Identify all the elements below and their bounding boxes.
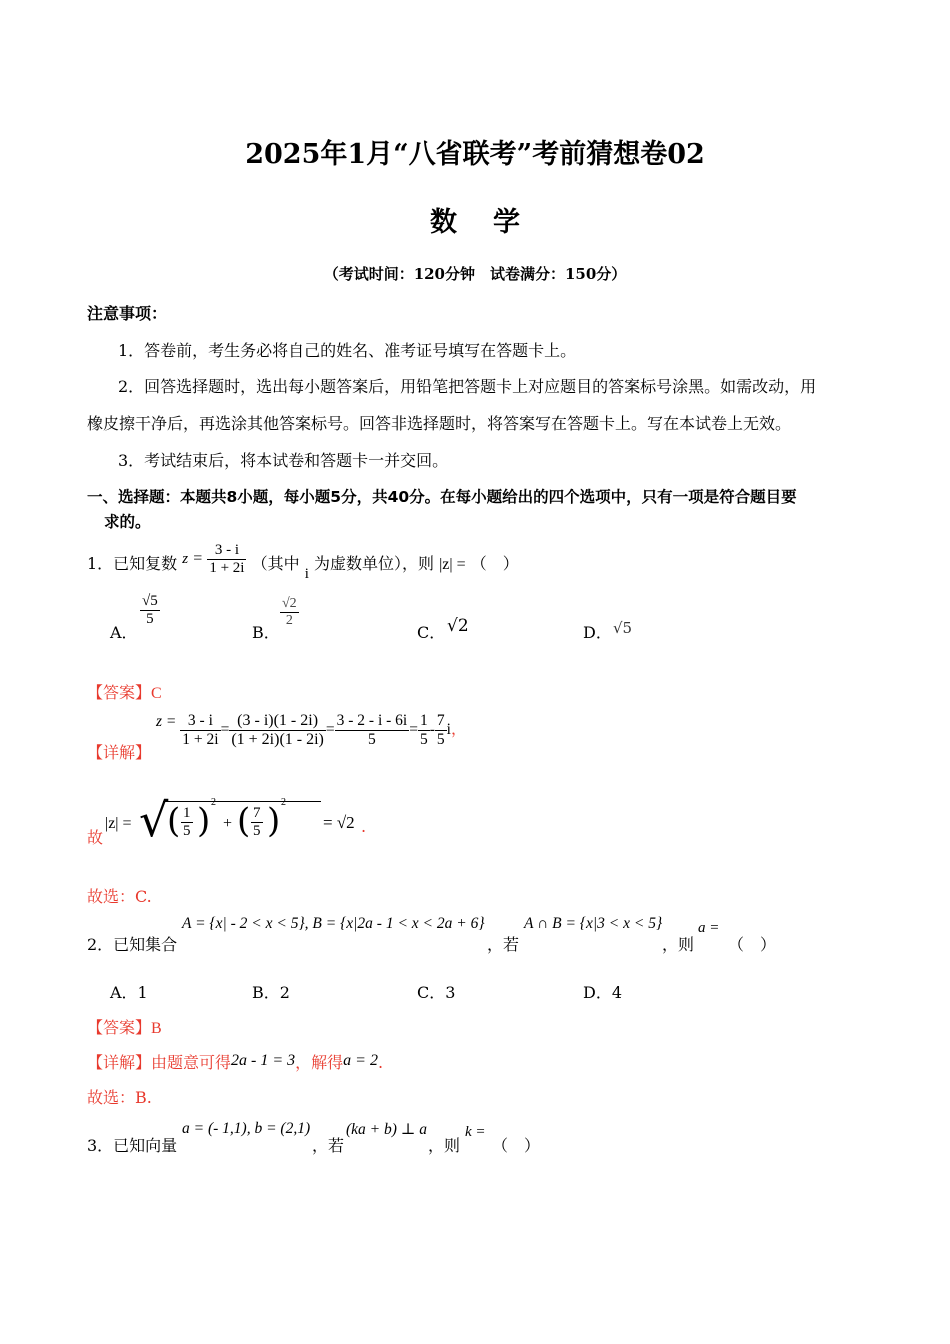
q1-modulus-abs: |z| = bbox=[105, 815, 132, 832]
q1-option-b-num: √2 bbox=[282, 596, 297, 611]
q1-modulus-period: . bbox=[361, 817, 367, 836]
q1-option-d-label: D． bbox=[583, 623, 612, 642]
q1-fraction bbox=[207, 542, 246, 577]
q1-detail-frac-4: $\frac{1}{5}$ bbox=[419, 712, 428, 748]
notice-item-2-line-1: 2．回答选择题时，选出每小题答案后，用铅笔把答题卡上对应题目的答案标号涂黑。如需改动，用 bbox=[118, 377, 817, 396]
q1-choose: 故选：C. bbox=[87, 887, 152, 906]
q1-paren-close-2: ) bbox=[267, 801, 281, 841]
q1-radical-icon: √ bbox=[139, 793, 169, 847]
q2-a-eq: a = bbox=[698, 920, 720, 936]
q1-option-b-label: B． bbox=[252, 623, 280, 642]
section-1-heading-line-2: 求的。 bbox=[104, 513, 151, 531]
q1-detail-z: z = bbox=[156, 713, 177, 731]
q2-detail-eq2: a = 2 bbox=[343, 1052, 378, 1069]
q2-option-a: A．1 bbox=[110, 983, 148, 1002]
section-1-heading-line-1: 一、选择题：本题共8小题，每小题5分，共40分。在每小题给出的四个选项中，只有一项是符合题目要 bbox=[87, 488, 797, 506]
q2-option-d: D．4 bbox=[583, 983, 623, 1002]
q1-mid2: 为虚数单位），则 bbox=[313, 554, 434, 573]
q2-answer-value: B bbox=[151, 1020, 162, 1037]
q2-answer bbox=[87, 1015, 162, 1038]
q2-detail bbox=[87, 1050, 383, 1073]
q1-modulus-result: = √2 bbox=[323, 813, 355, 832]
q2-paren: （ ） bbox=[728, 935, 777, 954]
q1-modulus bbox=[87, 795, 387, 855]
q1-z: z bbox=[182, 551, 189, 567]
q1-option-a-value bbox=[140, 593, 160, 628]
q1-fraction-num: 3 - i bbox=[207, 542, 246, 560]
q1-gu: 故 bbox=[87, 828, 104, 847]
q1-prefix: 1．已知复数 bbox=[87, 554, 178, 573]
q1-answer-label: 【答案】 bbox=[87, 683, 152, 702]
q1-detail-frac-2: $\frac{(3 - i)(1 - 2i)}{(1 + 2i)(1 - 2i)}$ bbox=[231, 712, 324, 748]
q3-perp: (ka + b) ⊥ a bbox=[346, 1121, 427, 1138]
q1-answer bbox=[87, 680, 162, 703]
q3-vectors: a = (- 1,1), b = (2,1) bbox=[182, 1120, 311, 1137]
q1-i: i bbox=[304, 566, 309, 582]
q1-detail-frac-1: $\frac{3 - i}{1 + 2i}$ bbox=[182, 712, 219, 748]
q1-detail-comma: ， bbox=[450, 721, 467, 739]
q1-sq-1: 2 bbox=[211, 797, 216, 808]
q1-detail bbox=[87, 710, 151, 760]
q1-detail-minus: - bbox=[429, 721, 435, 739]
q1-abs-z: |z| = bbox=[439, 556, 466, 573]
q3-ruo: ，若 bbox=[312, 1136, 345, 1155]
q1-answer-value: C bbox=[151, 685, 162, 702]
q1-modulus-frac-1: $\frac{1}{5}$ bbox=[183, 805, 191, 839]
q1-fraction-den: 1 + 2i bbox=[209, 560, 245, 576]
q1-paren-open-1: ( bbox=[167, 801, 181, 841]
q1-option-d-value: √5 bbox=[613, 619, 633, 637]
q2-answer-label: 【答案】 bbox=[87, 1018, 152, 1037]
q1-option-b-den: 2 bbox=[285, 613, 293, 628]
q2-ruo: ，若 bbox=[487, 935, 520, 954]
q1-option-a-den: 5 bbox=[146, 611, 154, 627]
q1-option-c-value: √2 bbox=[447, 616, 469, 636]
q1-detail-frac-5: $\frac{7}{5}$ bbox=[436, 712, 445, 748]
exam-meta: （考试时间：120分钟 试卷满分：150分） bbox=[323, 265, 627, 283]
question-1 bbox=[87, 532, 519, 582]
q1-detail-formula: z = $\frac{3 - i}{1 + 2i}$ = $\frac{(3 - i)(1 - 2i)}{(1 + 2i)(1 - 2i)}$ = $\frac{3 - 2 - i - 6i}{5}$ = $\frac{1}{5}$ - $\frac{7}{5}$ i， bbox=[156, 712, 467, 748]
q2-detail-text: 由题意可得 bbox=[151, 1053, 232, 1072]
q1-detail-label: 【详解】 bbox=[87, 743, 152, 762]
q2-intersection: A ∩ B = {x|3 < x < 5} bbox=[524, 915, 663, 932]
notice-heading: 注意事项： bbox=[87, 304, 168, 323]
q2-option-b: B．2 bbox=[252, 983, 290, 1002]
q3-k-eq: k = bbox=[465, 1124, 486, 1140]
q1-option-a-label: A． bbox=[110, 623, 138, 642]
q2-detail-jiede: ，解得 bbox=[295, 1053, 344, 1072]
q1-modulus-frac-2: $\frac{7}{5}$ bbox=[253, 805, 261, 839]
notice-item-2-line-2: 橡皮擦干净后，再选涂其他答案标号。回答非选择题时，将答案写在答题卡上。写在本试卷上无效。 bbox=[87, 414, 792, 433]
q1-paren: （ ） bbox=[470, 554, 519, 573]
notice-item-3: 3．考试结束后，将本试卷和答题卡一并交回。 bbox=[118, 451, 449, 470]
q2-detail-period: . bbox=[377, 1053, 384, 1072]
q3-ze: ，则 bbox=[428, 1136, 461, 1155]
q2-prefix: 2．已知集合 bbox=[87, 935, 178, 954]
q1-option-a-num: √5 bbox=[142, 593, 158, 609]
q2-detail-label: 【详解】 bbox=[87, 1053, 152, 1072]
q1-option-c-label: C． bbox=[417, 623, 446, 642]
q1-sq-2: 2 bbox=[281, 797, 286, 808]
q3-paren: （ ） bbox=[492, 1136, 541, 1155]
q1-plus: + bbox=[223, 815, 233, 832]
notice-item-1: 1．答卷前，考生务必将自己的姓名、准考证号填写在答题卡上。 bbox=[118, 341, 577, 360]
subject-title: 数学 bbox=[430, 207, 556, 238]
q1-detail-i: i bbox=[446, 721, 451, 739]
q1-eq: = bbox=[193, 550, 203, 567]
q1-mid: （其中 bbox=[251, 554, 300, 573]
q2-sets: A = {x| - 2 < x < 5}, B = {x|2a - 1 < x < 2a + 6} bbox=[182, 915, 485, 932]
q2-ze: ，则 bbox=[662, 935, 695, 954]
q2-detail-eq1: 2a - 1 = 3 bbox=[231, 1052, 296, 1069]
q1-paren-open-2: ( bbox=[237, 801, 251, 841]
q2-option-c: C．3 bbox=[417, 983, 456, 1002]
exam-title: 2025年1月“八省联考”考前猜想卷02 bbox=[245, 139, 705, 170]
q2-choose: 故选：B. bbox=[87, 1088, 152, 1107]
q1-option-b-value bbox=[280, 596, 299, 629]
q1-detail-frac-3: $\frac{3 - 2 - i - 6i}{5}$ bbox=[336, 712, 408, 748]
q3-prefix: 3．已知向量 bbox=[87, 1136, 178, 1155]
q1-paren-close-1: ) bbox=[197, 801, 211, 841]
